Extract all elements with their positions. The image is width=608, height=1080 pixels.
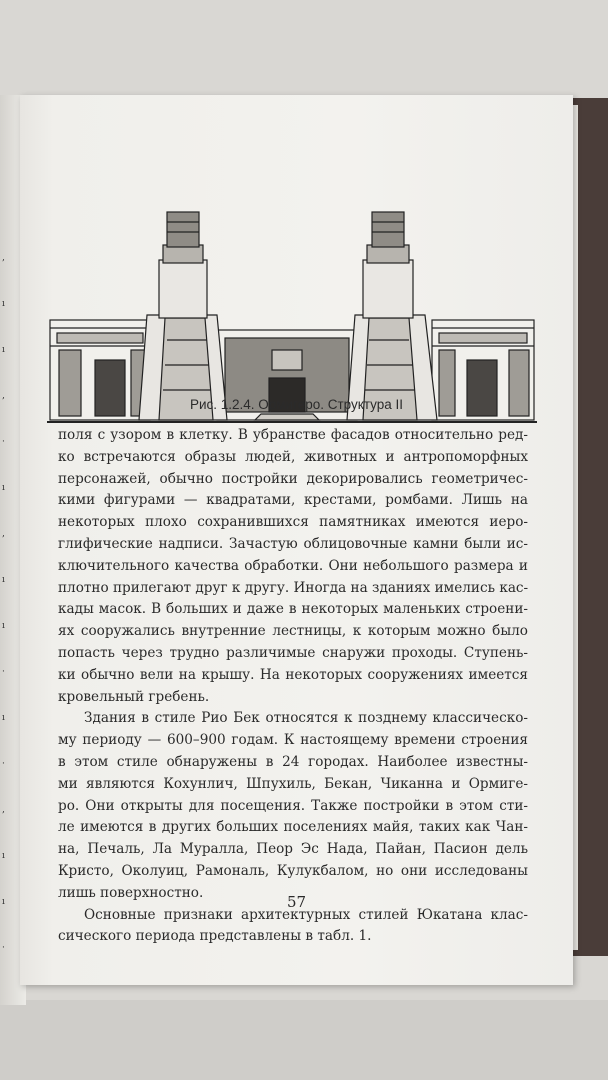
text-line: плотно прилегают друг к другу. Иногда на зданиях имелись кас- <box>58 579 529 596</box>
text-line: в этом стиле обнаружены в 24 городах. Наиболее известны- <box>58 753 528 770</box>
text-line: Здания в стиле Рио Бек относятся к позднему классическо- <box>84 710 528 727</box>
text-line: Кристо, Околуиц, Рамональ, Кулукбалом, но они исследованы <box>58 862 528 879</box>
text-line: ро. Они открыты для посещения. Также постройки в этом сти- <box>58 797 528 814</box>
text-line: кровельный гребень. <box>58 688 210 705</box>
table-surface <box>0 1000 608 1080</box>
figure-caption: Рис. 1.2.4. Ормигеро. Структура II <box>189 397 404 412</box>
book-page <box>20 95 573 985</box>
body-text <box>58 425 528 948</box>
text-line: му периоду — 600–900 годам. К настоящему времени строения <box>58 732 528 749</box>
text-line: Основные признаки архитектурных стилей Юкатана клас- <box>84 906 528 923</box>
text-line: ключительного качества обработки. Они небольшого размера и <box>58 557 528 574</box>
text-line: некоторых плохо сохранившихся памятниках имеются иеро- <box>58 514 528 531</box>
text-line: ми являются Кохунлич, Шпухиль, Бекан, Чиканна и Ормиге- <box>58 775 528 792</box>
text-line: кими фигурами — квадратами, крестами, ромбами. Лишь на <box>58 492 528 509</box>
text-line: персонажей, обычно постройки декорировались геометричес- <box>58 470 528 487</box>
text-line: поля с узором в клетку. В убранстве фасадов относительно ред- <box>58 427 528 443</box>
text-line: ле имеются в других больших поселениях майя, таких как Чан- <box>58 819 528 836</box>
text-line: глифические надписи. Зачастую облицовочные камни были ис- <box>58 535 528 552</box>
text-line: сического периода представлены в табл. 1. <box>58 928 372 945</box>
text-line: кады масок. В больших и даже в некоторых маленьких строени- <box>58 601 528 618</box>
text-line: ях сооружались внутренние лестницы, к которым можно было <box>58 623 528 640</box>
text-line: лишь поверхностно. <box>58 884 204 901</box>
page-number: 57 <box>286 893 307 911</box>
text-line: ки обычно вели на крышу. На некоторых сооружениях имеется <box>58 666 528 683</box>
text-line: на, Печаль, Ла Муралла, Пеор Эс Нада, Пайан, Пасион дель <box>58 841 528 858</box>
text-line: попасть через трудно различимые снаружи проходы. Ступень- <box>58 644 528 661</box>
left-page-marks: ‚ ı ı ‚ · ı ‚ ı ı · ı · ‚ ı ı · <box>2 253 5 953</box>
text-line: ко встречаются образы людей, животных и антропоморфных <box>58 448 528 465</box>
